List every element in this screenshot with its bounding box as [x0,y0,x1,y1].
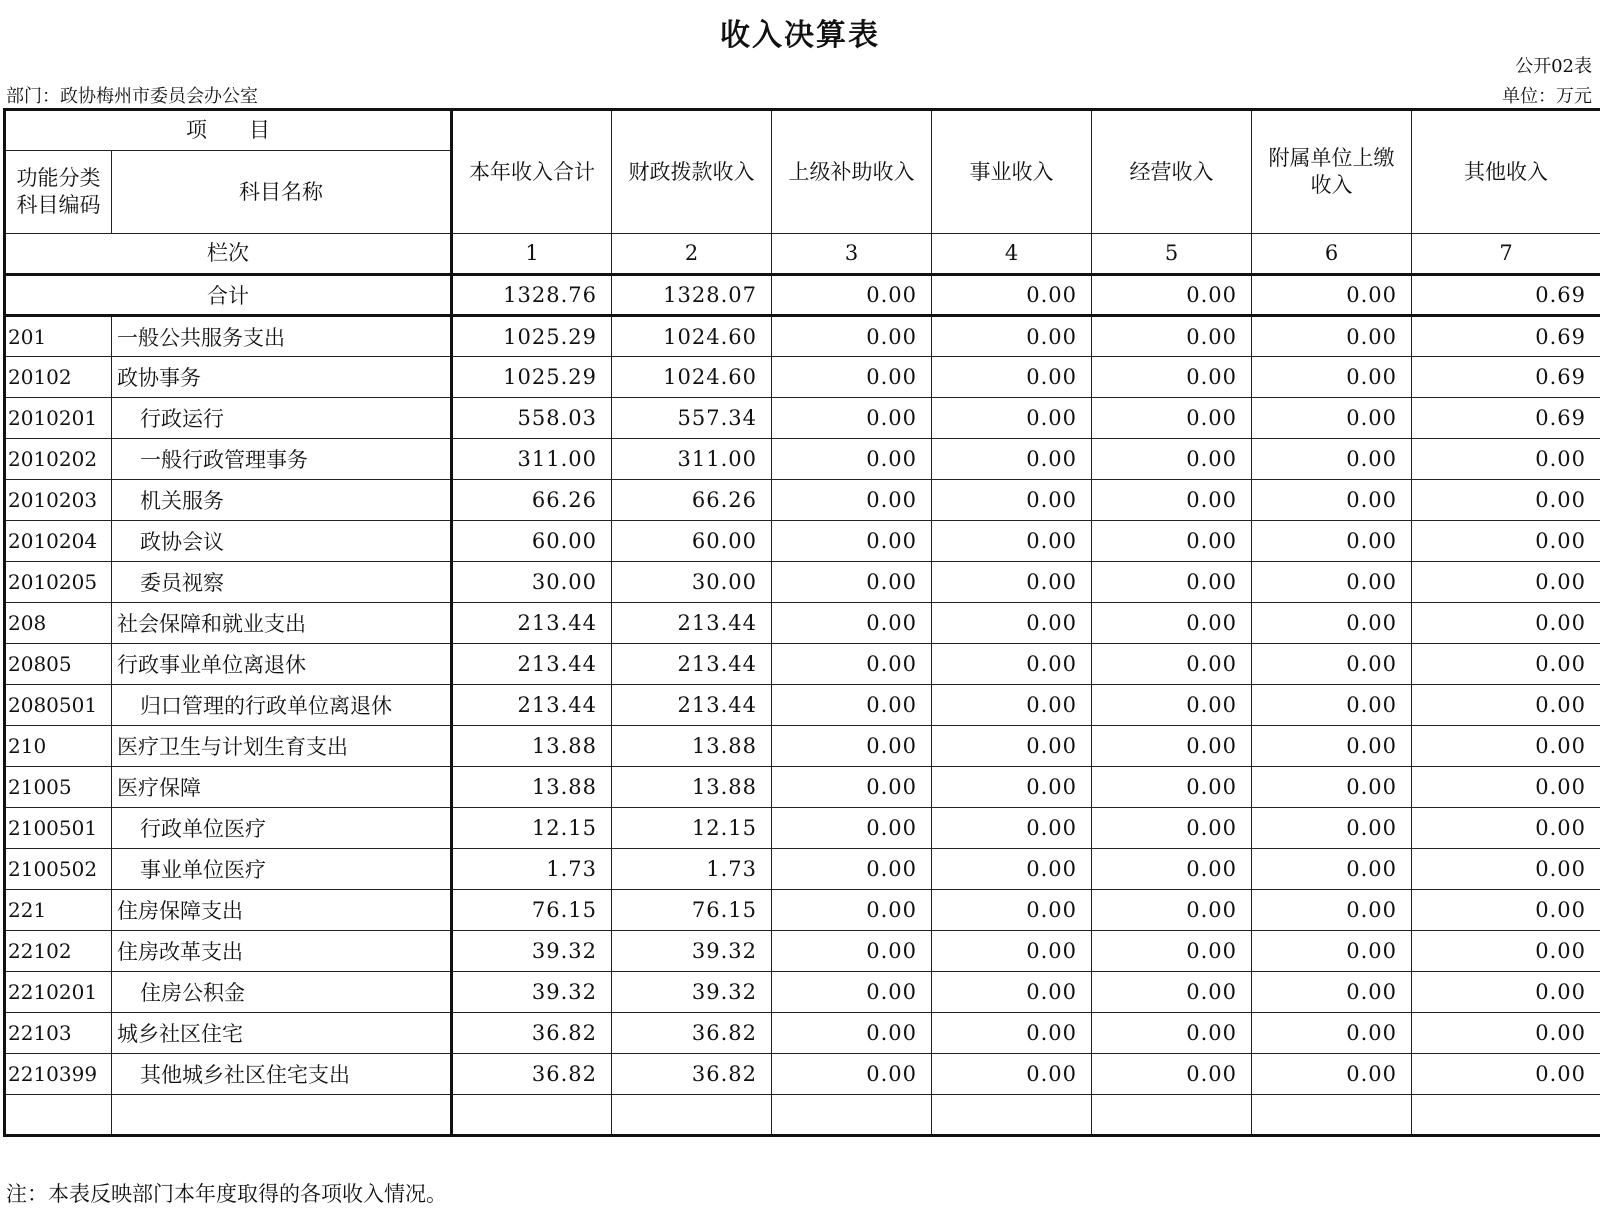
row-value: 0.00 [1092,398,1252,439]
row-value: 0.00 [1252,603,1412,644]
row-value: 0.00 [772,890,932,931]
row-value: 0.00 [1092,1054,1252,1095]
header-code: 功能分类科目编码 [5,151,112,234]
row-value: 0.00 [1092,890,1252,931]
row-value: 0.00 [1252,972,1412,1013]
row-name: 归口管理的行政单位离退休 [112,685,452,726]
row-value: 39.32 [452,972,612,1013]
header-col-index-label: 栏次 [5,234,452,275]
row-value: 0.69 [1412,316,1600,357]
table-row [5,1013,1600,1054]
row-value: 0.00 [932,972,1092,1013]
row-value: 0.00 [1252,931,1412,972]
row-name: 一般公共服务支出 [112,316,452,357]
table-row [5,398,1600,439]
row-code: 210 [5,726,112,767]
row-value: 311.00 [452,439,612,480]
row-value: 0.00 [772,1054,932,1095]
row-code: 2010204 [5,521,112,562]
row-value: 13.88 [452,726,612,767]
row-value: 0.00 [1092,644,1252,685]
row-value: 39.32 [612,931,772,972]
row-value: 0.00 [1412,521,1600,562]
row-value: 0.00 [932,931,1092,972]
row-code: 201 [5,316,112,357]
row-value: 0.00 [932,767,1092,808]
row-value: 0.00 [772,480,932,521]
unit-label: 单位：万元 [1502,86,1592,107]
row-value: 0.00 [1092,931,1252,972]
row-value: 0.00 [1252,521,1412,562]
row-value: 0.00 [932,890,1092,931]
table-row [5,521,1600,562]
row-value: 30.00 [612,562,772,603]
row-value: 0.00 [772,767,932,808]
income-table [3,108,1600,1137]
row-value: 0.00 [1092,726,1252,767]
table-row [5,726,1600,767]
row-value: 1.73 [452,849,612,890]
table-row [5,931,1600,972]
row-name: 政协会议 [112,521,452,562]
row-code: 208 [5,603,112,644]
row-value: 1025.29 [452,316,612,357]
total-value: 0.00 [1252,275,1412,316]
row-value: 0.00 [1412,1054,1600,1095]
row-value: 36.82 [612,1013,772,1054]
table-row [5,562,1600,603]
row-value: 0.00 [932,849,1092,890]
header-col-7: 其他收入 [1412,110,1600,234]
row-value: 0.00 [1252,644,1412,685]
row-value: 60.00 [452,521,612,562]
table-row [5,1054,1600,1095]
row-value: 0.00 [1252,480,1412,521]
row-value: 0.00 [1092,685,1252,726]
row-code: 2100502 [5,849,112,890]
row-code: 221 [5,890,112,931]
empty-row [5,1095,1600,1136]
row-value: 0.00 [1252,767,1412,808]
row-value: 0.00 [772,972,932,1013]
row-code: 22102 [5,931,112,972]
row-value: 1024.60 [612,357,772,398]
total-row [5,275,1600,316]
row-value: 0.00 [1252,562,1412,603]
row-name: 医疗保障 [112,767,452,808]
total-value: 0.69 [1412,275,1600,316]
row-value: 0.00 [772,398,932,439]
empty-cell [5,1095,112,1136]
row-value: 0.00 [1252,808,1412,849]
header-col-6: 附属单位上缴收入 [1252,110,1412,234]
table-row [5,685,1600,726]
row-code: 22103 [5,1013,112,1054]
page-title: 收入决算表 [720,18,880,53]
row-value: 0.00 [772,849,932,890]
row-name: 住房改革支出 [112,931,452,972]
row-value: 0.00 [932,644,1092,685]
row-name: 一般行政管理事务 [112,439,452,480]
row-value: 0.00 [1092,1013,1252,1054]
row-value: 0.00 [1412,603,1600,644]
table-row [5,480,1600,521]
row-value: 0.69 [1412,357,1600,398]
row-value: 0.00 [1092,316,1252,357]
header-col-2: 财政拨款收入 [612,110,772,234]
row-name: 政协事务 [112,357,452,398]
row-value: 0.00 [932,1054,1092,1095]
table-row [5,644,1600,685]
table-row [5,849,1600,890]
row-value: 0.00 [932,562,1092,603]
row-value: 0.00 [1252,685,1412,726]
row-value: 12.15 [612,808,772,849]
table-row [5,767,1600,808]
total-value: 1328.76 [452,275,612,316]
total-label: 合计 [5,275,452,316]
row-value: 0.00 [932,439,1092,480]
row-value: 0.00 [1412,685,1600,726]
row-value: 13.88 [452,767,612,808]
row-code: 20102 [5,357,112,398]
col-number: 3 [772,234,932,275]
row-value: 76.15 [452,890,612,931]
total-value: 1328.07 [612,275,772,316]
row-name: 机关服务 [112,480,452,521]
row-name: 社会保障和就业支出 [112,603,452,644]
row-code: 2080501 [5,685,112,726]
row-code: 21005 [5,767,112,808]
row-value: 213.44 [612,603,772,644]
row-value: 213.44 [452,603,612,644]
row-value: 0.00 [1092,808,1252,849]
row-value: 66.26 [612,480,772,521]
row-value: 0.00 [1412,644,1600,685]
total-value: 0.00 [1092,275,1252,316]
row-value: 0.00 [1092,603,1252,644]
header-item: 项 目 [5,110,452,151]
row-value: 0.00 [1092,357,1252,398]
row-value: 36.82 [612,1054,772,1095]
row-value: 0.00 [772,808,932,849]
header-col-4: 事业收入 [932,110,1092,234]
row-value: 0.00 [932,808,1092,849]
row-value: 39.32 [452,931,612,972]
row-value: 0.00 [1412,808,1600,849]
row-value: 0.00 [1412,767,1600,808]
row-value: 39.32 [612,972,772,1013]
row-value: 0.00 [1412,931,1600,972]
col-number: 2 [612,234,772,275]
empty-cell [112,1095,452,1136]
row-name: 行政单位医疗 [112,808,452,849]
row-value: 0.00 [772,357,932,398]
empty-cell [772,1095,932,1136]
col-number: 4 [932,234,1092,275]
table-row [5,890,1600,931]
empty-cell [1092,1095,1252,1136]
row-value: 0.00 [1092,849,1252,890]
row-value: 0.00 [772,562,932,603]
empty-cell [1412,1095,1600,1136]
row-value: 0.00 [932,521,1092,562]
row-value: 311.00 [612,439,772,480]
row-code: 2010202 [5,439,112,480]
row-name: 行政运行 [112,398,452,439]
row-value: 0.00 [772,603,932,644]
row-value: 0.00 [1412,890,1600,931]
col-number: 6 [1252,234,1412,275]
total-value: 0.00 [772,275,932,316]
empty-cell [452,1095,612,1136]
row-name: 住房保障支出 [112,890,452,931]
row-value: 0.00 [772,439,932,480]
footnote: 注：本表反映部门本年度取得的各项收入情况。 [6,1182,447,1206]
row-name: 住房公积金 [112,972,452,1013]
row-value: 0.00 [932,1013,1092,1054]
row-value: 0.00 [932,726,1092,767]
row-value: 0.00 [772,521,932,562]
row-value: 0.00 [772,931,932,972]
row-value: 0.00 [1412,849,1600,890]
row-value: 558.03 [452,398,612,439]
row-value: 1024.60 [612,316,772,357]
row-value: 0.00 [932,685,1092,726]
row-value: 0.69 [1412,398,1600,439]
col-number: 7 [1412,234,1600,275]
row-value: 1.73 [612,849,772,890]
row-value: 213.44 [612,644,772,685]
row-value: 213.44 [612,685,772,726]
table-row [5,439,1600,480]
row-name: 委员视察 [112,562,452,603]
table-row [5,603,1600,644]
row-value: 557.34 [612,398,772,439]
row-value: 0.00 [1252,398,1412,439]
row-value: 0.00 [1252,726,1412,767]
table-row [5,972,1600,1013]
row-value: 0.00 [1252,890,1412,931]
row-name: 医疗卫生与计划生育支出 [112,726,452,767]
row-value: 0.00 [1092,439,1252,480]
row-value: 0.00 [1252,439,1412,480]
row-value: 30.00 [452,562,612,603]
row-value: 0.00 [772,644,932,685]
row-value: 13.88 [612,726,772,767]
table-row [5,316,1600,357]
row-value: 0.00 [932,357,1092,398]
row-value: 36.82 [452,1054,612,1095]
row-value: 0.00 [932,603,1092,644]
row-value: 0.00 [772,1013,932,1054]
row-value: 0.00 [1412,972,1600,1013]
row-value: 0.00 [932,480,1092,521]
row-value: 0.00 [772,316,932,357]
row-code: 2010203 [5,480,112,521]
empty-cell [1252,1095,1412,1136]
row-value: 0.00 [1412,439,1600,480]
row-code: 2010201 [5,398,112,439]
row-name: 事业单位医疗 [112,849,452,890]
row-value: 0.00 [1092,972,1252,1013]
row-value: 0.00 [1252,1054,1412,1095]
row-value: 0.00 [1412,562,1600,603]
row-value: 66.26 [452,480,612,521]
table-row [5,357,1600,398]
row-code: 2210399 [5,1054,112,1095]
department-label: 部门：政协梅州市委员会办公室 [6,86,258,107]
row-name: 行政事业单位离退休 [112,644,452,685]
row-value: 1025.29 [452,357,612,398]
row-code: 2210201 [5,972,112,1013]
row-value: 0.00 [1092,480,1252,521]
total-value: 0.00 [932,275,1092,316]
header-col-3: 上级补助收入 [772,110,932,234]
row-value: 36.82 [452,1013,612,1054]
row-value: 0.00 [1092,767,1252,808]
empty-cell [932,1095,1092,1136]
row-code: 2010205 [5,562,112,603]
row-value: 0.00 [1412,726,1600,767]
row-value: 0.00 [1412,1013,1600,1054]
row-value: 0.00 [1092,521,1252,562]
row-value: 60.00 [612,521,772,562]
row-name: 其他城乡社区住宅支出 [112,1054,452,1095]
row-value: 0.00 [932,316,1092,357]
header-col-1: 本年收入合计 [452,110,612,234]
row-value: 0.00 [1412,480,1600,521]
form-number: 公开02表 [1515,56,1592,77]
row-value: 0.00 [932,398,1092,439]
row-value: 12.15 [452,808,612,849]
row-code: 2100501 [5,808,112,849]
row-value: 0.00 [1092,562,1252,603]
row-value: 213.44 [452,644,612,685]
row-name: 城乡社区住宅 [112,1013,452,1054]
row-value: 213.44 [452,685,612,726]
row-value: 0.00 [1252,849,1412,890]
empty-cell [612,1095,772,1136]
row-value: 0.00 [1252,357,1412,398]
row-value: 0.00 [1252,316,1412,357]
header-col-5: 经营收入 [1092,110,1252,234]
col-number: 5 [1092,234,1252,275]
col-number: 1 [452,234,612,275]
row-value: 0.00 [772,685,932,726]
row-value: 0.00 [772,726,932,767]
header-name: 科目名称 [112,151,452,234]
row-code: 20805 [5,644,112,685]
row-value: 0.00 [1252,1013,1412,1054]
row-value: 76.15 [612,890,772,931]
row-value: 13.88 [612,767,772,808]
table-row [5,808,1600,849]
